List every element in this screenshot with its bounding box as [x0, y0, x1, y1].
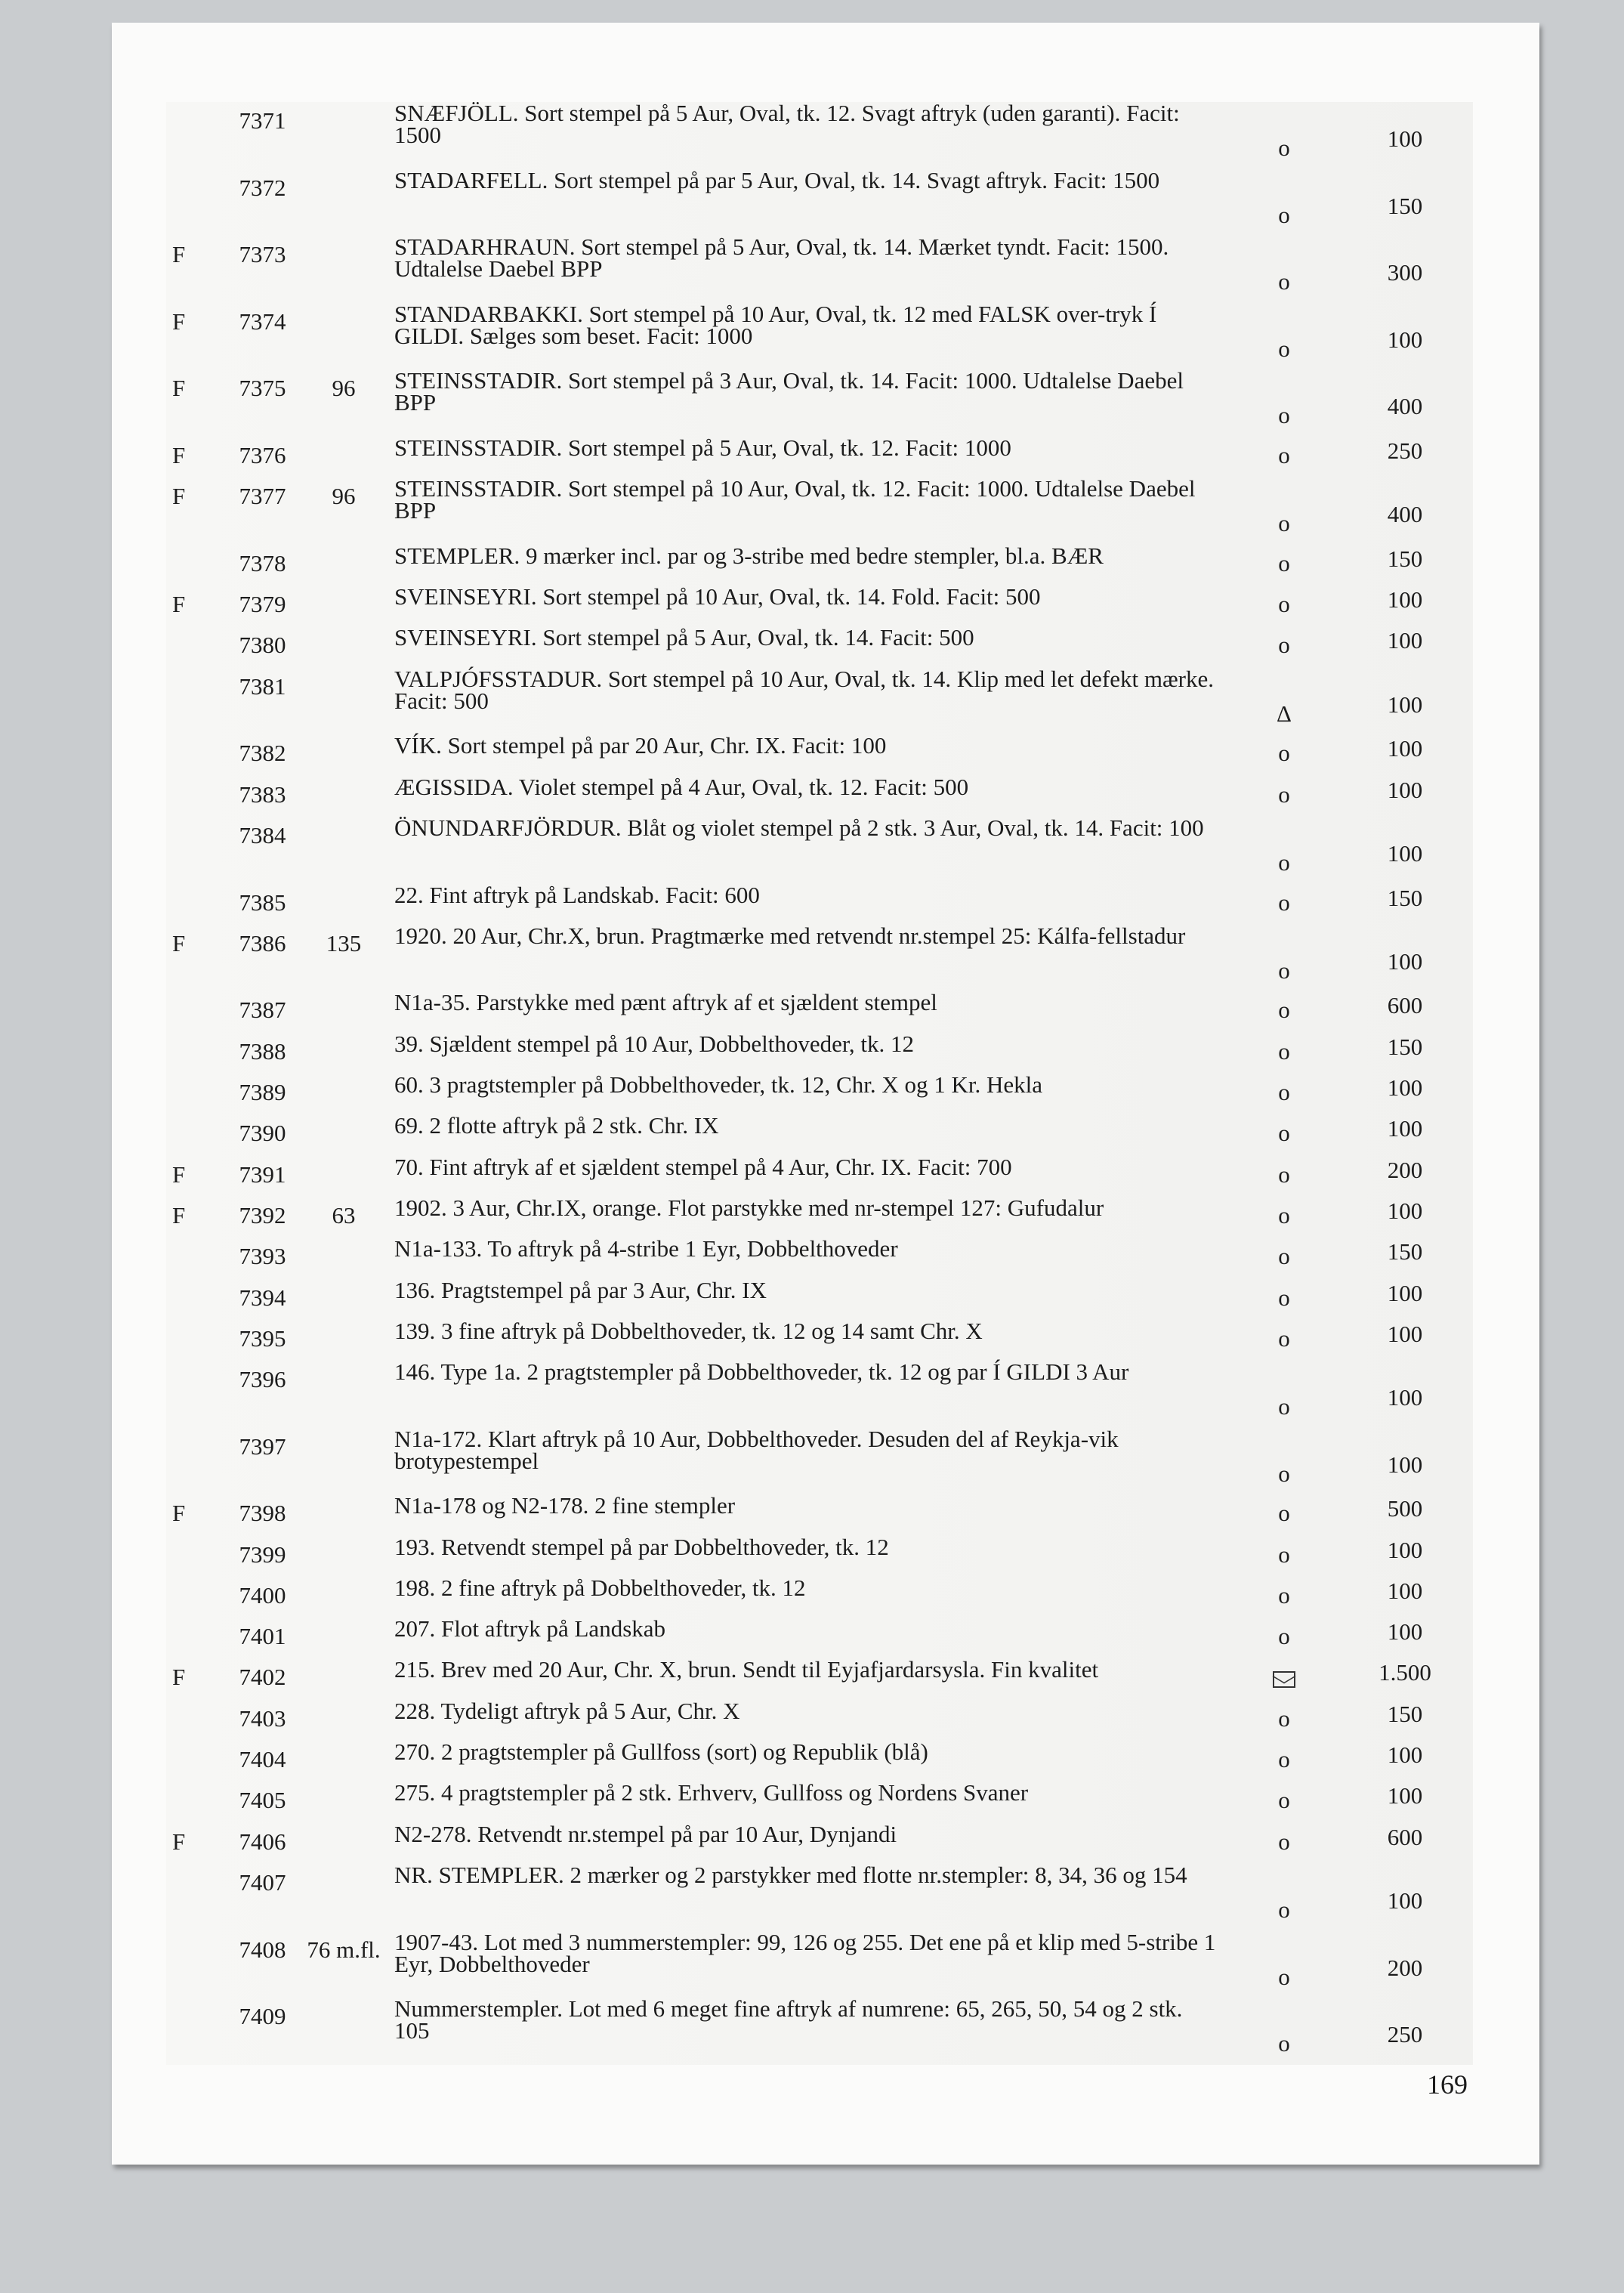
lot-row	[166, 1995, 1473, 2065]
starting-price: 250	[1387, 2021, 1423, 2048]
lot-row	[166, 1030, 1473, 1074]
lot-description: STADARFELL. Sort stempel på par 5 Aur, Oval, tk. 14. Svagt aftryk. Facit: 1500	[394, 166, 1160, 193]
catalog-reference: 135	[326, 929, 362, 956]
condition-symbol: o	[1278, 780, 1290, 808]
starting-price: 100	[1387, 776, 1423, 803]
lot-row	[166, 583, 1473, 626]
starting-price: 400	[1387, 501, 1423, 528]
condition-symbol: o	[1278, 1284, 1290, 1311]
lot-row	[166, 434, 1473, 477]
starting-price: 150	[1387, 884, 1423, 911]
starting-price: 100	[1387, 947, 1423, 975]
lot-row	[166, 542, 1473, 586]
lot-description: SNÆFJÖLL. Sort stempel på 5 Aur, Oval, tk. 12. Svagt aftryk (uden garanti). Facit: 1500	[394, 100, 1180, 148]
lot-description: N1a-133. To aftryk på 4-stribe 1 Eyr, Dobbelthoveder	[394, 1235, 898, 1262]
lot-description: 193. Retvendt stempel på par Dobbelthoveder, tk. 12	[394, 1533, 889, 1560]
lot-number: 7400	[239, 1581, 286, 1608]
fine-quality-marker: F	[172, 1828, 186, 1855]
lot-number: 7385	[239, 888, 286, 916]
lot-description: 198. 2 fine aftryk på Dobbelthoveder, tk. 12	[394, 1574, 806, 1601]
condition-symbol: o	[1278, 402, 1290, 429]
lot-row	[166, 1574, 1473, 1618]
fine-quality-marker: F	[172, 1201, 186, 1228]
lot-row	[166, 1276, 1473, 1320]
lot-row	[166, 1928, 1473, 1998]
condition-symbol: o	[1278, 1120, 1290, 1147]
lot-description: N1a-172. Klart aftryk på 10 Aur, Dobbelthoveder. Desuden del af Reykja-vik brotypestempel	[394, 1425, 1119, 1474]
starting-price: 100	[1387, 1741, 1423, 1769]
lot-number: 7390	[239, 1120, 286, 1147]
catalog-reference: 96	[332, 483, 356, 510]
condition-symbol: o	[1278, 956, 1290, 984]
fine-quality-marker: F	[172, 241, 186, 268]
condition-symbol: o	[1278, 1541, 1290, 1568]
lot-number: 7378	[239, 549, 286, 576]
lot-description: STEMPLER. 9 mærker incl. par og 3-stribe med bedre stempler, bl.a. BÆR	[394, 542, 1104, 569]
lot-description: 215. Brev med 20 Aur, Chr. X, brun. Sendt til Eyjafjardarsysla. Fin kvalitet	[394, 1656, 1099, 1683]
lot-number: 7406	[239, 1828, 286, 1855]
lot-number: 7403	[239, 1704, 286, 1732]
starting-price: 100	[1387, 326, 1423, 353]
lot-row	[166, 1779, 1473, 1822]
starting-price: 500	[1387, 1495, 1423, 1522]
starting-price: 100	[1387, 1197, 1423, 1224]
lot-row	[166, 665, 1473, 735]
lot-number: 7374	[239, 307, 286, 335]
catalog-reference: 76 m.fl.	[307, 1936, 381, 1963]
lot-description: STADARHRAUN. Sort stempel på 5 Aur, Oval, tk. 14. Mærket tyndt. Facit: 1500. Udtalelse Daebel BPP	[394, 233, 1169, 283]
lot-description: 136. Pragtstempel på par 3 Aur, Chr. IX	[394, 1276, 767, 1303]
lot-number: 7397	[239, 1432, 286, 1460]
starting-price: 100	[1387, 1887, 1423, 1914]
condition-symbol: o	[1278, 1896, 1290, 1923]
lot-number: 7409	[239, 2003, 286, 2030]
starting-price: 150	[1387, 1238, 1423, 1265]
lot-row	[166, 300, 1473, 370]
lot-number: 7401	[239, 1623, 286, 1650]
lot-list	[166, 102, 1473, 2065]
lot-description: N2-278. Retvendt nr.stempel på par 10 Aur, Dynjandi	[394, 1820, 897, 1847]
lot-description: 60. 3 pragtstempler på Dobbelthoveder, tk. 12, Chr. X og 1 Kr. Hekla	[394, 1071, 1042, 1099]
lot-number: 7388	[239, 1037, 286, 1065]
lot-description: SVEINSEYRI. Sort stempel på 5 Aur, Oval, tk. 14. Facit: 500	[394, 624, 974, 651]
condition-symbol: o	[1278, 1963, 1290, 1990]
lot-number: 7382	[239, 740, 286, 767]
condition-symbol: o	[1278, 740, 1290, 767]
condition-symbol: o	[1278, 335, 1290, 362]
lot-number: 7377	[239, 483, 286, 510]
lot-row	[166, 166, 1473, 236]
starting-price: 100	[1387, 1320, 1423, 1347]
lot-number: 7381	[239, 672, 286, 700]
fine-quality-marker: F	[172, 441, 186, 468]
lot-description: N1a-178 og N2-178. 2 fine stempler	[394, 1492, 736, 1519]
lot-description: 22. Fint aftryk på Landskab. Facit: 600	[394, 881, 760, 908]
condition-symbol: o	[1278, 441, 1290, 468]
fine-quality-marker: F	[172, 929, 186, 956]
condition-symbol: o	[1278, 848, 1290, 876]
lot-number: 7372	[239, 174, 286, 201]
lot-description: 1907-43. Lot med 3 nummerstempler: 99, 126 og 255. Det ene på et klip med 5-stribe 1 Eyr, Dobbelthoveder	[394, 1928, 1216, 1977]
lot-row	[166, 1820, 1473, 1864]
condition-symbol: o	[1278, 549, 1290, 576]
lot-description: ÖNUNDARFJÖRDUR. Blåt og violet stempel på 2 stk. 3 Aur, Oval, tk. 14. Facit: 100	[394, 814, 1204, 841]
lot-row	[166, 922, 1473, 992]
lot-description: 139. 3 fine aftryk på Dobbelthoveder, tk. 12 og 14 samt Chr. X	[394, 1317, 983, 1344]
condition-symbol: o	[1278, 632, 1290, 659]
lot-number: 7376	[239, 441, 286, 468]
lot-row	[166, 1494, 1473, 1535]
condition-symbol: o	[1278, 268, 1290, 295]
lot-number: 7392	[239, 1201, 286, 1228]
lot-number: 7394	[239, 1284, 286, 1311]
starting-price: 100	[1387, 1618, 1423, 1646]
condition-symbol: o	[1278, 1243, 1290, 1270]
lot-number: 7405	[239, 1787, 286, 1814]
starting-price: 150	[1387, 545, 1423, 572]
lot-description: 146. Type 1a. 2 pragtstempler på Dobbelthoveder, tk. 12 og par Í GILDI 3 Aur	[394, 1358, 1129, 1386]
lot-row	[166, 1738, 1473, 1782]
condition-symbol: o	[1278, 1201, 1290, 1228]
lot-row	[166, 1317, 1473, 1361]
starting-price: 100	[1387, 1074, 1423, 1102]
fine-quality-marker: F	[172, 591, 186, 618]
lot-number: 7386	[239, 929, 286, 956]
condition-symbol: o	[1278, 134, 1290, 161]
starting-price: 150	[1387, 1700, 1423, 1727]
condition-symbol: o	[1278, 2030, 1290, 2057]
lot-number: 7402	[239, 1664, 286, 1691]
lot-description: 70. Fint aftryk af et sjældent stempel på 4 Aur, Chr. IX. Facit: 700	[394, 1153, 1012, 1180]
page-number: 169	[1427, 2069, 1468, 2100]
lot-row	[166, 1861, 1473, 1931]
lot-number: 7391	[239, 1160, 286, 1188]
lot-row	[166, 102, 1473, 169]
lot-number: 7384	[239, 821, 286, 848]
lot-description: 69. 2 flotte aftryk på 2 stk. Chr. IX	[394, 1112, 719, 1139]
lot-row	[166, 233, 1473, 303]
lot-description: STEINSSTADIR. Sort stempel på 10 Aur, Oval, tk. 12. Facit: 1000. Udtalelse Daebel BPP	[394, 475, 1196, 524]
starting-price: 250	[1387, 437, 1423, 464]
fine-quality-marker: F	[172, 375, 186, 402]
lot-description: 39. Sjældent stempel på 10 Aur, Dobbelthoveder, tk. 12	[394, 1030, 915, 1057]
condition-symbol: o	[1278, 510, 1290, 537]
starting-price: 150	[1387, 1033, 1423, 1060]
starting-price: 100	[1387, 735, 1423, 762]
lot-row	[166, 991, 1473, 1032]
starting-price: 100	[1387, 1384, 1423, 1411]
lot-description: STANDARBAKKI. Sort stempel på 10 Aur, Oval, tk. 12 med FALSK over-tryk Í GILDI. Sælges som beset. Facit: 1000	[394, 300, 1157, 349]
catalog-page	[112, 23, 1539, 2165]
lot-description: NR. STEMPLER. 2 mærker og 2 parstykker med flotte nr.stempler: 8, 34, 36 og 154	[394, 1861, 1187, 1888]
condition-symbol: o	[1278, 1037, 1290, 1065]
lot-description: STEINSSTADIR. Sort stempel på 5 Aur, Oval, tk. 12. Facit: 1000	[394, 434, 1011, 461]
lot-row	[166, 1114, 1473, 1155]
starting-price: 150	[1387, 192, 1423, 219]
lot-row	[166, 1358, 1473, 1428]
starting-price: 100	[1387, 586, 1423, 613]
lot-number: 7396	[239, 1366, 286, 1393]
lot-row	[166, 1194, 1473, 1238]
lot-row	[166, 477, 1473, 545]
lot-row	[166, 773, 1473, 817]
starting-price: 600	[1387, 992, 1423, 1019]
starting-price: 400	[1387, 393, 1423, 420]
condition-symbol: o	[1278, 1160, 1290, 1188]
lot-number: 7387	[239, 997, 286, 1024]
lot-number: 7373	[239, 241, 286, 268]
envelope-icon	[1261, 1664, 1307, 1699]
condition-symbol: o	[1278, 888, 1290, 916]
lot-row	[166, 814, 1473, 884]
lot-description: SVEINSEYRI. Sort stempel på 10 Aur, Oval, tk. 14. Fold. Facit: 500	[394, 583, 1041, 610]
lot-row	[166, 1533, 1473, 1577]
lot-row	[166, 1071, 1473, 1114]
starting-price: 100	[1387, 125, 1423, 152]
lot-row	[166, 1425, 1473, 1495]
condition-symbol: o	[1278, 1828, 1290, 1855]
lot-description: STEINSSTADIR. Sort stempel på 3 Aur, Oval, tk. 14. Facit: 1000. Udtalelse Daebel BPP	[394, 367, 1184, 416]
lot-row	[166, 1615, 1473, 1658]
lot-description: VALPJÓFSSTADUR. Sort stempel på 10 Aur, Oval, tk. 14. Klip med let defekt mærke. Facit: 500	[394, 665, 1214, 714]
fine-quality-marker: F	[172, 307, 186, 335]
lot-description: 207. Flot aftryk på Landskab	[394, 1615, 666, 1642]
lot-row	[166, 1235, 1473, 1278]
starting-price: 100	[1387, 1782, 1423, 1809]
condition-symbol: o	[1278, 1079, 1290, 1106]
starting-price: 100	[1387, 627, 1423, 654]
lot-row	[166, 1658, 1473, 1699]
lot-number: 7399	[239, 1541, 286, 1568]
lot-number: 7404	[239, 1746, 286, 1773]
starting-price: 100	[1387, 1115, 1423, 1142]
condition-symbol: o	[1278, 1500, 1290, 1527]
fine-quality-marker: F	[172, 1500, 186, 1527]
lot-description: Nummerstempler. Lot med 6 meget fine aftryk af numrene: 65, 265, 50, 54 og 2 stk. 105	[394, 1995, 1183, 2044]
lot-description: 228. Tydeligt aftryk på 5 Aur, Chr. X	[394, 1697, 740, 1724]
catalog-reference: 96	[332, 375, 356, 402]
starting-price: 1.500	[1379, 1659, 1431, 1686]
lot-description: ÆGISSIDA. Violet stempel på 4 Aur, Oval, tk. 12. Facit: 500	[394, 773, 969, 800]
lot-number: 7398	[239, 1500, 286, 1527]
starting-price: 200	[1387, 1156, 1423, 1183]
condition-symbol: o	[1278, 201, 1290, 228]
lot-number: 7380	[239, 632, 286, 659]
lot-row	[166, 369, 1473, 437]
condition-symbol: o	[1278, 1704, 1290, 1732]
condition-symbol: o	[1278, 1393, 1290, 1420]
starting-price: 100	[1387, 1451, 1423, 1478]
lot-row	[166, 1153, 1473, 1197]
condition-symbol: Δ	[1277, 700, 1292, 727]
starting-price: 600	[1387, 1823, 1423, 1850]
lot-description: 275. 4 pragtstempler på 2 stk. Erhverv, Gullfoss og Nordens Svaner	[394, 1779, 1029, 1806]
lot-row	[166, 734, 1473, 775]
lot-description: 1920. 20 Aur, Chr.X, brun. Pragtmærke med retvendt nr.stempel 25: Kálfa-fellstadur	[394, 922, 1186, 949]
fine-quality-marker: F	[172, 1160, 186, 1188]
starting-price: 300	[1387, 259, 1423, 286]
lot-number: 7379	[239, 591, 286, 618]
lot-number: 7407	[239, 1868, 286, 1896]
starting-price: 100	[1387, 1577, 1423, 1604]
lot-number: 7383	[239, 780, 286, 808]
starting-price: 100	[1387, 1536, 1423, 1563]
lot-number: 7393	[239, 1243, 286, 1270]
lot-description: 1902. 3 Aur, Chr.IX, orange. Flot parstykke med nr-stempel 127: Gufudalur	[394, 1194, 1104, 1221]
lot-number: 7375	[239, 375, 286, 402]
starting-price: 200	[1387, 1954, 1423, 1981]
lot-row	[166, 1697, 1473, 1741]
condition-symbol: o	[1278, 1746, 1290, 1773]
lot-description: 270. 2 pragtstempler på Gullfoss (sort) og Republik (blå)	[394, 1738, 928, 1766]
condition-symbol: o	[1278, 591, 1290, 618]
lot-description: N1a-35. Parstykke med pænt aftryk af et sjældent stempel	[394, 989, 937, 1016]
condition-symbol: o	[1278, 1460, 1290, 1487]
condition-symbol: o	[1278, 1787, 1290, 1814]
lot-row	[166, 881, 1473, 925]
starting-price: 100	[1387, 691, 1423, 718]
condition-symbol: o	[1278, 997, 1290, 1024]
lot-description: VÍK. Sort stempel på par 20 Aur, Chr. IX. Facit: 100	[394, 732, 887, 759]
starting-price: 100	[1387, 1279, 1423, 1306]
starting-price: 100	[1387, 839, 1423, 867]
lot-number: 7395	[239, 1324, 286, 1352]
lot-number: 7371	[239, 107, 286, 134]
condition-symbol: o	[1278, 1581, 1290, 1608]
fine-quality-marker: F	[172, 1664, 186, 1691]
lot-row	[166, 626, 1473, 667]
lot-number: 7389	[239, 1079, 286, 1106]
lot-number: 7408	[239, 1936, 286, 1963]
condition-symbol: o	[1278, 1623, 1290, 1650]
catalog-reference: 63	[332, 1201, 356, 1228]
condition-symbol: o	[1278, 1324, 1290, 1352]
fine-quality-marker: F	[172, 483, 186, 510]
